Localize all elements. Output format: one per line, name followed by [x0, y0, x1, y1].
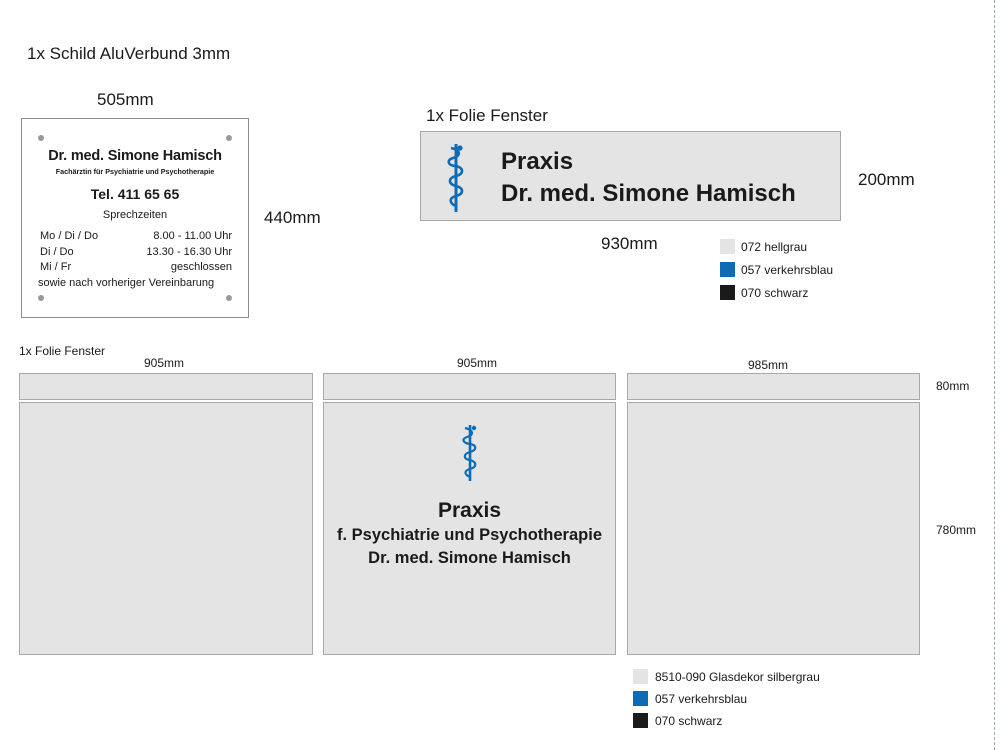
pane2-line3: Dr. med. Simone Hamisch — [368, 549, 571, 567]
legend-label: 057 verkehrsblau — [741, 263, 834, 277]
sign-subtitle: Fachärztin für Psychiatrie und Psychotherapie — [55, 167, 215, 176]
sign-width-label: 505mm — [97, 90, 154, 109]
legend-label: 072 hellgrau — [741, 240, 808, 254]
pane2-top-strip — [323, 373, 616, 400]
pane1-width-label: 905mm — [144, 356, 185, 370]
sign-panel — [21, 118, 249, 318]
swatch-hellgrau — [720, 239, 735, 254]
film-top-width-label: 930mm — [601, 234, 658, 253]
legend-label: 070 schwarz — [655, 714, 723, 728]
top-strip-height-label: 80mm — [936, 379, 970, 393]
pane2-width-label: 905mm — [457, 356, 498, 370]
main-pane-height-label: 780mm — [936, 523, 977, 537]
hours-note: sowie nach vorheriger Vereinbarung — [38, 276, 215, 289]
caduceus-icon — [462, 423, 478, 483]
pane1-top-strip — [19, 373, 313, 400]
sign-hours-list — [40, 229, 232, 291]
hours-row — [40, 260, 232, 276]
film-top-height-label: 200mm — [858, 170, 915, 189]
swatch-verkehrsblau — [633, 691, 648, 706]
hours-note-row — [40, 276, 232, 292]
pane3-top-strip — [627, 373, 920, 400]
sign-heading: 1x Schild AluVerbund 3mm — [27, 44, 231, 63]
hours-days: Mi / Fr — [40, 261, 72, 273]
pane2-line1: Praxis — [437, 499, 502, 522]
film-top-heading: 1x Folie Fenster — [426, 106, 548, 125]
screw-bottom-left — [38, 295, 44, 301]
legend-label: 070 schwarz — [741, 286, 809, 300]
screw-bottom-right — [226, 295, 232, 301]
film-top-line1: Praxis — [501, 148, 574, 175]
hours-days: Di / Do — [40, 245, 74, 258]
hours-row — [40, 245, 232, 261]
film-top-panel — [420, 131, 841, 221]
pane2-main — [323, 402, 616, 655]
sign-height-label: 440mm — [264, 208, 321, 227]
pane3-main — [627, 402, 920, 655]
pane2-line2: f. Psychiatrie und Psychotherapie — [337, 526, 602, 544]
hours-time: geschlossen — [170, 261, 232, 273]
legend-label: 057 verkehrsblau — [655, 692, 748, 706]
pane3-width-label: 985mm — [748, 358, 789, 372]
pane1-main — [19, 402, 313, 655]
hours-days: Mo / Di / Do — [40, 230, 99, 242]
sign-hours-title: Sprechzeiten — [102, 209, 168, 221]
hours-time: 13.30 - 16.30 Uhr — [146, 245, 232, 258]
page-edge-guide — [994, 0, 995, 750]
sign-phone: Tel. 411 65 65 — [90, 186, 180, 202]
hours-time: 8.00 - 11.00 Uhr — [153, 230, 232, 242]
swatch-schwarz — [633, 713, 648, 728]
swatch-schwarz — [720, 285, 735, 300]
hours-row — [40, 229, 232, 245]
sign-name: Dr. med. Simone Hamisch — [48, 148, 222, 164]
legend-label: 8510-090 Glasdekor silbergrau — [655, 670, 820, 684]
swatch-silbergrau — [633, 669, 648, 684]
caduceus-icon — [447, 142, 465, 214]
swatch-verkehrsblau — [720, 262, 735, 277]
film-bottom-heading: 1x Folie Fenster — [19, 344, 106, 358]
screw-top-left — [38, 135, 44, 141]
screw-top-right — [226, 135, 232, 141]
film-top-line2: Dr. med. Simone Hamisch — [501, 180, 796, 207]
